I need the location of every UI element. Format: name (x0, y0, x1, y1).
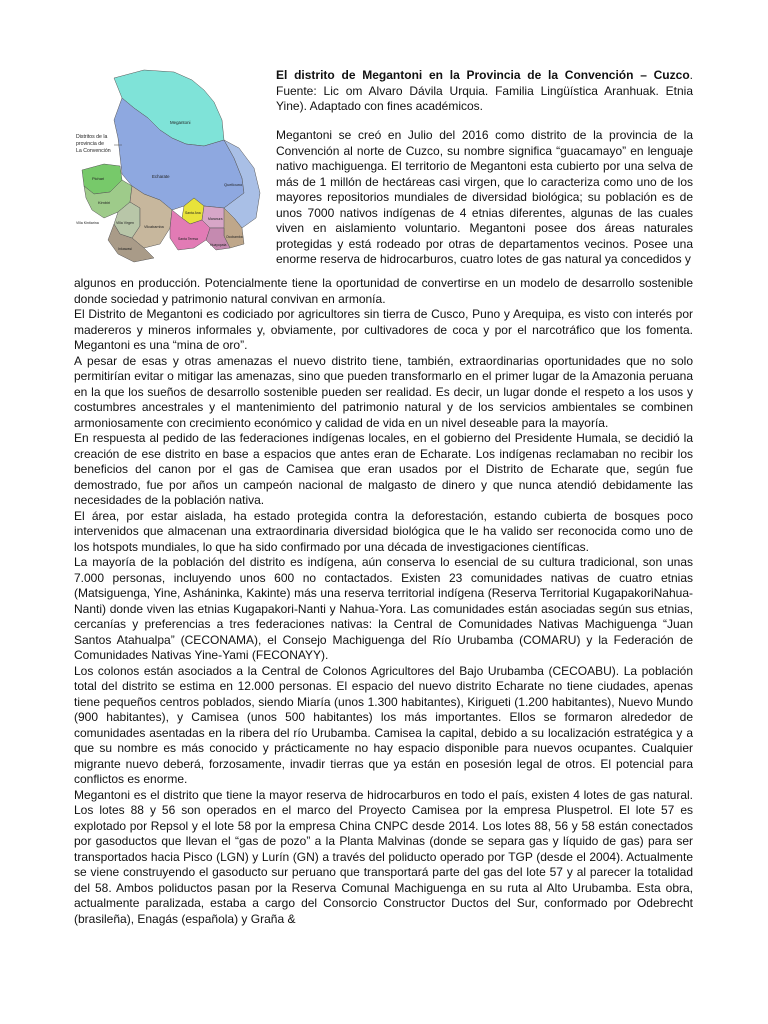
paragraph: Los colonos están asociados a la Central de Colonos Agricultores del Bajo Urubamba (CECOABU). La población total del distrito se estima en 12.000 personas. El espacio del nuevo distrito Echarate no tiene ciudades, apenas tiene pequeños centros poblados, siendo Miaría (unos 1.300 habitantes), Kirigueti (1.200 habitantes), Nuevo Mundo (900 habitantes), y Camisea (unos 500 habitantes) los más importantes. Ellos se formaron alrededor de comunidades asentadas en la ribera del río Urubamba. Camisea la capital, debido a su localización estratégica y a que su nombre es más conocido y prácticamente no hay espacio disponible para nuevos ocupantes. Cualquier migrante nuevo deberá, forzosamente, invadir tierras que ya están en posesión legal de otros. El potencial para conflictos es enorme. (74, 663, 693, 786)
body-text (74, 276, 693, 927)
map-label-vilcabamba: Vilcabamba (144, 225, 164, 229)
paragraph: A pesar de esas y otras amenazas el nuevo distrito tiene, también, extraordinarias oportunidades que no solo permitirían evitar o mitigar las amenazas, sino que pueden transformarlo en el primer lugar de la Amazonia peruana en la que los sueños de desarrollo sostenible pueden ser realidad. Es decir, un lugar donde el respeto a los usos y costumbres ancestrales y el mantenimiento del patrimonio natural y de los servicios ambientales se combinen armoniosamente con crecimiento económico y calidad de vida en un nivel deseable para la mayoría. (74, 353, 693, 430)
map-label-quellouno: Quellouno (224, 182, 243, 187)
map-label-villa-virgen: Villa Virgen (116, 221, 135, 225)
map-label-huayopata: Huayopata (210, 243, 227, 247)
map-label-santa-teresa: Santa Teresa (178, 237, 198, 241)
map-caption (276, 68, 693, 115)
paragraph: algunos en producción. Potencialmente tiene la oportunidad de convertirse en un modelo de desarrollo sostenible donde sociedad y patrimonio natural convivan en armonía. (74, 276, 693, 306)
district-map (74, 68, 266, 266)
paragraph: El área, por estar aislada, ha estado protegida contra la deforestación, estando cubierta de bosques poco intervenidos que almacenan una extraordinaria diversidad biológica que le ha valido ser reconocida como uno de los hotspots mundiales, lo que ha sido confirmado por una década de investigaciones científicas. (74, 508, 693, 554)
paragraph: El Distrito de Megantoni es codiciado por agricultores sin tierra de Cusco, Puno y Arequipa, es visto con interés por madereros y mineros informales y, obviamente, por cultivadores de coca y por el narcotráfico que los fomenta. Megantoni es una “mina de oro”. (74, 307, 693, 352)
intro-paragraph (276, 128, 693, 268)
map-label-santa-ana: Santa Ana (185, 211, 201, 215)
paragraph: Megantoni es el distrito que tiene la mayor reserva de hidrocarburos en todo el país, existen 4 lotes de gas natural. Los lotes 88 y 56 son operados en el marco del Proyecto Camisea por la empresa Pluspetrol. El lote 57 es explotado por Repsol y el lote 58 por la empresa China CNPC desde 2014. Los lotes 88, 56 y 58 están conectados por gasoductos que llevan el “gas de pozo” a la Planta Malvinas (donde se separa gas y líquido de gas) para ser transportados hacia Pisco (LGN) y Lurín (GN) a través del poliducto operado por TGP (desde el 2004). Actualmente se viene construyendo el gasoducto sur peruano que transportará parte del gas del lote 57 y al parecer la totalidad del 58. Ambos poliductos pasan por la Reserva Comunal Machiguenga en su ruta al Alto Urubamba. Esta obra, actualmente paralizada, estaba a cargo del Consorcio Constructor Ductos del Sur, conformado por Odebrecht (brasileña), Enagás (española) y Graña & (74, 787, 693, 926)
map-label-ocobamba: Ocobamba (226, 235, 243, 239)
paragraph: En respuesta al pedido de las federaciones indígenas locales, en el gobierno del Presidente Humala, se decidió la creación de ese distrito en base a espacios que antes eran de Echarate. Los indígenas reclamaban no recibir los beneficios del canon por el gas de Camisea que eran usados por el Distrito de Echarate que, según fue demostrado, fue por años un campeón nacional de malgasto de dinero y que nunca atendió debidamente las necesidades de la población nativa. (74, 431, 693, 507)
map-label-pichari: Pichari (92, 176, 105, 181)
map-label-echarate: Echarate (152, 174, 170, 179)
map-legend-title-line: La Convención (76, 148, 111, 154)
map-label-kimbiri: Kimbiri (98, 200, 111, 205)
caption-title: El distrito de Megantoni en la Provincia de la Convención – Cuzco (276, 68, 690, 82)
map-legend-title-line: provincia de (76, 141, 104, 147)
map-label-villa-kintiarina: Villa Kintiarina (76, 221, 99, 225)
caption-source: Fuente: Lic om Alvaro Dávila Urquia. Familia Lingüística Aranhuak. Etnia Yine). Adaptado con fines académicos. (276, 83, 693, 113)
paragraph: La mayoría de la población del distrito es indígena, aún conserva lo esencial de su cultura tradicional, son unas 7.000 personas, incluyendo unos 600 no contactados. Existen 23 comunidades nativas de cuatro etnias (Matsiguenga, Yine, Asháninka, Kakinte) más una reserva territorial indígena (Reserva Territorial KugapakoriNahua-Nanti) donde viven las etnias Kugapakori-Nanti y Nahua-Yora. Las comunidades están asociadas según sus etnias, cercanías y preferencias a tres federaciones nativas: la Central de Comunidades Nativas Machiguenga “Juan Santos Atahualpa” (CECONAMA), el Consejo Machiguenga del Río Urubamba (COMARU) y la Federación de Comunidades Nativas Yine-Yami (FECONAYY). (74, 555, 693, 662)
map-label-maranura: Maranura (208, 217, 223, 221)
map-label-megantoni: Megantoni (170, 120, 191, 125)
map-legend-title-line: Distritos de la (76, 134, 108, 140)
caption-title-end: . (689, 68, 693, 82)
map-label-inkawasi: Inkawasi (118, 247, 132, 251)
paragraph: Megantoni se creó en Julio del 2016 como distrito de la provincia de la Convención al norte de Cuzco, su nombre significa “guacamayo” en lenguaje nativo machiguenga. El territorio de Megantoni esta cubierto por una selva de más de 1 millón de hectáreas casi virgen, que lo caracteriza como uno de los mayores repositorios mundiales de diversidad biológica; su población es de unos 7000 nativos indígenas de 4 etnias diferentes, algunas de las cuales viven en aislamiento voluntario. Megantoni posee dos áreas naturales protegidas y está rodeado por otras de departamentos vecinos. Posee una enorme reserva de hidrocarburos, cuatro lotes de gas natural ya concedidos y (276, 128, 693, 266)
